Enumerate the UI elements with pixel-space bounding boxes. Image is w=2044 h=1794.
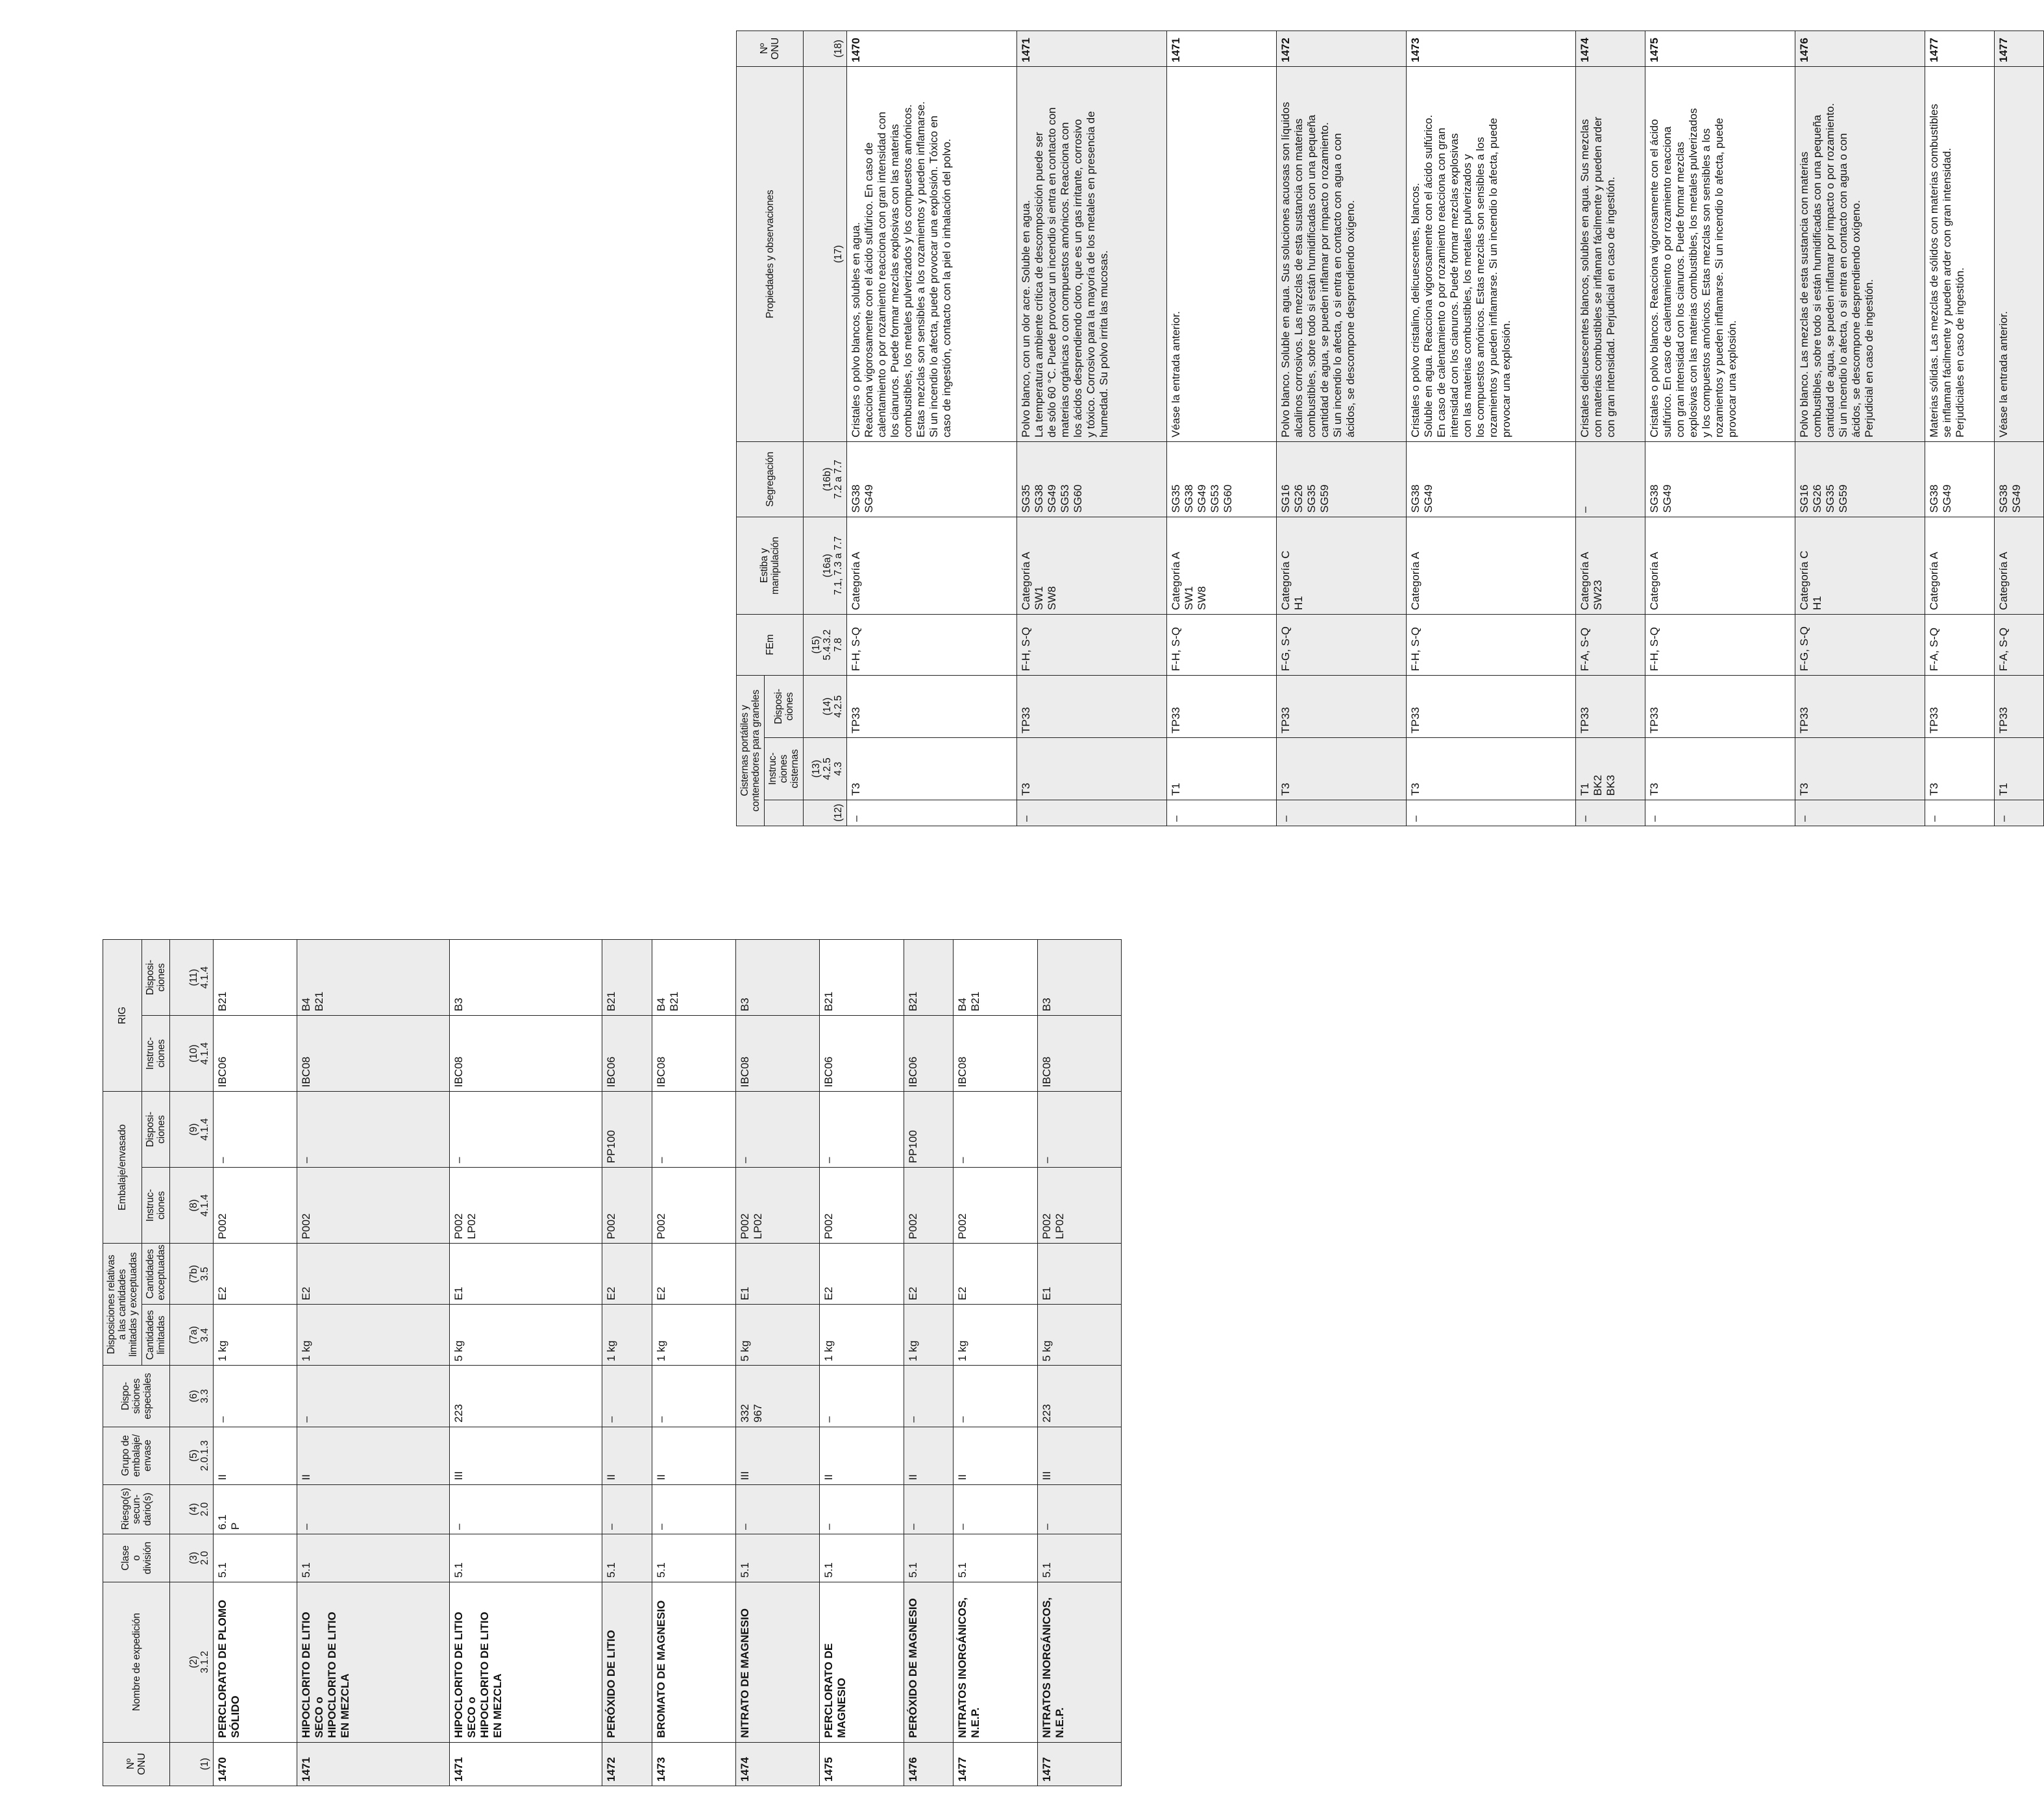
un-cell: 1472 (602, 1742, 652, 1786)
ibc-provision-cell: B4 B21 (954, 940, 1037, 1016)
packing-provision-cell: – (954, 1092, 1037, 1168)
packing-instruction-cell: P002 (904, 1168, 954, 1244)
shipping-name: NITRATO DE MAGNESIO (736, 1582, 820, 1742)
header-limited-quantities: Cantidades limitadas (142, 1305, 170, 1366)
table-row (1795, 31, 1925, 826)
dangerous-goods-table-left (103, 939, 1122, 1786)
packing-group-cell: II (954, 1427, 1037, 1484)
ibc-provision-cell: B21 (820, 940, 904, 1016)
table-row (954, 940, 1037, 1786)
ibc-provision-cell: B3 (736, 940, 820, 1016)
limited-quantity-cell: 1 kg (954, 1305, 1037, 1366)
excepted-quantity-cell: E1 (1037, 1244, 1121, 1305)
segregation-cell: SG35 SG38 SG49 SG53 SG60 (1166, 441, 1276, 517)
shipping-name: BROMATO DE MAGNESIO (652, 1582, 735, 1742)
un-cell-right: 1476 (1795, 31, 1925, 66)
dg-table-b (736, 31, 2044, 826)
class-cell: 5.1 (652, 1534, 735, 1582)
special-provisions-cell: – (214, 1366, 297, 1427)
colnum-14: (14) 4.2.5 (804, 675, 847, 737)
special-provisions-cell: 223 (1037, 1366, 1121, 1427)
properties-cell: Cristales o polvo cristalino, delicuescentes, blancos. Soluble en agua. Reacciona vigorosamente con el ácido sulfúrico. En caso de calentamiento o por rozamiento reacciona con gran intensidad con los cianuros. Puede formar mezclas explosivas con las materias combustibles, los metales pulverizados y los compuestos amónicos. Estas mezclas son sensibles a los rozamientos y pueden inflamarse. Si un incendio lo afecta, puede provocar una explosión. (1406, 66, 1576, 441)
header-properties: Propiedades y observaciones (737, 66, 804, 441)
properties-cell: Cristales delicuescentes blancos, solubles en agua. Sus mezclas con materias combustibles se inflaman fácilmente y pueden arder con gran intensidad. Perjudicial en caso de ingestión. (1576, 66, 1645, 441)
colnum-12: (12) (804, 800, 847, 826)
shipping-name: PERCLORATO DE MAGNESIO (820, 1582, 904, 1742)
properties-cell: Polvo blanco. Las mezclas de esta sustancia con materias combustibles, sobre todo si están humidificadas con una pequeña cantidad de agua, se pueden inflamar por impacto o por rozamiento. Si un incendio lo afecta, o si entra en contacto con agua o con ácidos, se descompone desprendiendo oxígeno. Perjudicial en caso de ingestión. (1795, 66, 1925, 441)
class-cell: 5.1 (214, 1534, 297, 1582)
subsidiary-risk-cell: – (954, 1484, 1037, 1534)
special-provisions-cell: 223 (450, 1366, 602, 1427)
tank-provision-cell: TP33 (1016, 675, 1166, 737)
header-segregation: Segregación (737, 441, 804, 517)
un-cell: 1470 (214, 1742, 297, 1786)
special-provisions-cell: – (652, 1366, 735, 1427)
limited-quantity-cell: 1 kg (214, 1305, 297, 1366)
properties-cell: Polvo blanco, con un olor acre. Soluble en agua. La temperatura ambiente crítica de descomposición puede ser de sólo 60 °C. Puede provocar un incendio si entra en contacto con materias orgánicas o con compuestos amónicos. Reacciona con los ácidos desprendiendo cloro, que es un gas irritante, corrosivo y tóxico. Corrosivo para la mayoría de los metales en presencia de humedad. Su polvo irrita las mucosas. (1016, 66, 1166, 441)
table-row (1166, 31, 1276, 826)
stowage-cell: Categoría C H1 (1276, 517, 1406, 614)
colnum-7b: (7b) 3.5 (170, 1244, 214, 1305)
table-row (1276, 31, 1406, 826)
col12-cell: – (1576, 800, 1645, 826)
table-row (820, 940, 904, 1786)
col12-cell: – (1276, 800, 1406, 826)
col12-cell: – (1795, 800, 1925, 826)
tank-instruction-cell: T3 (1406, 738, 1576, 800)
packing-provision-cell: – (820, 1092, 904, 1168)
header-tank-instructions: Instruc- ciones cisternas (765, 738, 804, 800)
table-row (1645, 31, 1795, 826)
limited-quantity-cell: 1 kg (904, 1305, 954, 1366)
packing-group-cell: II (652, 1427, 735, 1484)
ibc-instruction-cell: IBC08 (954, 1016, 1037, 1092)
packing-instruction-cell: P002 (297, 1168, 450, 1244)
properties-cell: Materias sólidas. Las mezclas de sólidos con materias combustibles se inflaman fácilmente y pueden arder con gran intensidad. Perjudiciales en caso de ingestión. (1925, 66, 1995, 441)
packing-instruction-cell: P002 LP02 (1037, 1168, 1121, 1244)
subsidiary-risk-cell: – (1037, 1484, 1121, 1534)
tank-instruction-cell: T3 (1795, 738, 1925, 800)
table-row (736, 940, 820, 1786)
subsidiary-risk-cell: – (652, 1484, 735, 1534)
subsidiary-risk-cell: – (450, 1484, 602, 1534)
header-col12-blank (765, 800, 804, 826)
shipping-name: PERÓXIDO DE MAGNESIO (904, 1582, 954, 1742)
segregation-cell: SG16 SG26 SG35 SG59 (1276, 441, 1406, 517)
properties-cell: Polvo blanco. Soluble en agua. Sus soluciones acuosas son líquidos alcalinos corrosivos. Las mezclas de esta sustancia con materias combustibles, sobre todo si están humidificadas con una pequeña cantidad de agua, se pueden inflamar por impacto o rozamiento. Si un incendio lo afecta, o si entra en contacto con agua o con ácidos, se descompone desprendiendo oxígeno. (1276, 66, 1406, 441)
properties-cell: Véase la entrada anterior. (1166, 66, 1276, 441)
tank-provision-cell: TP33 (1276, 675, 1406, 737)
packing-provision-cell: – (214, 1092, 297, 1168)
un-cell: 1477 (1037, 1742, 1121, 1786)
class-cell: 5.1 (1037, 1534, 1121, 1582)
subsidiary-risk-cell: – (736, 1484, 820, 1534)
dangerous-goods-table-right (736, 31, 2044, 826)
tank-instruction-cell: T1 (1166, 738, 1276, 800)
header-un-number: Nº ONU (103, 1742, 170, 1786)
colnum-4: (4) 2.0 (170, 1484, 214, 1534)
stowage-cell: Categoría A (1994, 517, 2043, 614)
excepted-quantity-cell: E1 (736, 1244, 820, 1305)
special-provisions-cell: – (602, 1366, 652, 1427)
segregation-cell: SG35 SG38 SG49 SG53 SG60 (1016, 441, 1166, 517)
header-portable-tanks: Cisternas portátiles y contenedores para graneles (737, 675, 765, 826)
stowage-cell: Categoría A (1406, 517, 1576, 614)
header-class: Clase o división (103, 1534, 170, 1582)
un-cell-right: 1475 (1645, 31, 1795, 66)
ibc-provision-cell: B21 (214, 940, 297, 1016)
special-provisions-cell: – (297, 1366, 450, 1427)
special-provisions-cell: 332 967 (736, 1366, 820, 1427)
packing-group-cell: II (904, 1427, 954, 1484)
tank-instruction-cell: T3 (1016, 738, 1166, 800)
header-ems: FEm (737, 614, 804, 675)
properties-cell: Cristales o polvo blancos, solubles en agua. Reacciona vigorosamente con el ácido sulfúrico. En caso de calentamiento o por rozamiento reacciona con gran intensidad con los cianuros. Puede formar mezclas explosivas con las materias combustibles, los metales pulverizados y los compuestos amónicos. Estas mezclas son sensibles a los rozamientos y pueden inflamarse. Si un incendio lo afecta, puede provocar una explosión. Tóxico en caso de ingestión, contacto con la piel o inhalación del polvo. (847, 66, 1017, 441)
class-cell: 5.1 (904, 1534, 954, 1582)
ibc-instruction-cell: IBC08 (1037, 1016, 1121, 1092)
packing-provision-cell: – (1037, 1092, 1121, 1168)
ibc-instruction-cell: IBC06 (214, 1016, 297, 1092)
colnum-16a: (16a) 7.1, 7.3 a 7.7 (804, 517, 847, 614)
header-packing-group: Grupo de embalaje/ envase (103, 1427, 170, 1484)
subsidiary-risk-cell: – (297, 1484, 450, 1534)
colnum-8: (8) 4.1.4 (170, 1168, 214, 1244)
ems-cell: F-G, S-Q (1795, 614, 1925, 675)
packing-group-cell: III (1037, 1427, 1121, 1484)
packing-group-cell: III (450, 1427, 602, 1484)
excepted-quantity-cell: E2 (602, 1244, 652, 1305)
packing-group-cell: II (602, 1427, 652, 1484)
ems-cell: F-H, S-Q (1016, 614, 1166, 675)
excepted-quantity-cell: E2 (214, 1244, 297, 1305)
stowage-cell: Categoría A SW23 (1576, 517, 1645, 614)
header-packing-instructions: Instruc- ciones (142, 1168, 170, 1244)
table-row (904, 940, 954, 1786)
colnum-1: (1) (170, 1742, 214, 1786)
packing-group-cell: III (736, 1427, 820, 1484)
ibc-instruction-cell: IBC06 (820, 1016, 904, 1092)
tank-instruction-cell: T1 BK2 BK3 (1576, 738, 1645, 800)
excepted-quantity-cell: E1 (450, 1244, 602, 1305)
colnum-7a: (7a) 3.4 (170, 1305, 214, 1366)
excepted-quantity-cell: E2 (954, 1244, 1037, 1305)
ems-cell: F-H, S-Q (1645, 614, 1795, 675)
excepted-quantity-cell: E2 (904, 1244, 954, 1305)
colnum-15: (15) 5.4.3.2 7.8 (804, 614, 847, 675)
tank-provision-cell: TP33 (1645, 675, 1795, 737)
colnum-3: (3) 2.0 (170, 1534, 214, 1582)
un-cell-right: 1477 (1994, 31, 2043, 66)
properties-cell: Véase la entrada anterior. (1994, 66, 2043, 441)
colnum-17: (17) (804, 66, 847, 441)
header-un-number-right: Nº ONU (737, 31, 804, 66)
special-provisions-cell: – (954, 1366, 1037, 1427)
col12-cell: – (1406, 800, 1576, 826)
class-cell: 5.1 (820, 1534, 904, 1582)
ibc-instruction-cell: IBC06 (602, 1016, 652, 1092)
limited-quantity-cell: 1 kg (297, 1305, 450, 1366)
packing-provision-cell: – (297, 1092, 450, 1168)
un-cell-right: 1471 (1016, 31, 1166, 66)
class-cell: 5.1 (297, 1534, 450, 1582)
subsidiary-risk-cell: – (602, 1484, 652, 1534)
col12-cell: – (1016, 800, 1166, 826)
colnum-11: (11) 4.1.4 (170, 940, 214, 1016)
table-row (847, 31, 1017, 826)
shipping-name: NITRATOS INORGÁNICOS, N.E.P. (1037, 1582, 1121, 1742)
un-cell-right: 1477 (1925, 31, 1995, 66)
limited-quantity-cell: 1 kg (652, 1305, 735, 1366)
un-cell: 1476 (904, 1742, 954, 1786)
header-tank-provisions: Disposi- ciones (765, 675, 804, 737)
colnum-2: (2) 3.1.2 (170, 1582, 214, 1742)
col12-cell: – (1925, 800, 1995, 826)
ems-cell: F-H, S-Q (847, 614, 1017, 675)
stowage-cell: Categoría A (1925, 517, 1995, 614)
header-shipping-name: Nombre de expedición (103, 1582, 170, 1742)
colnum-5: (5) 2.0.1.3 (170, 1427, 214, 1484)
ibc-provision-cell: B21 (602, 940, 652, 1016)
shipping-name: HIPOCLORITO DE LITIO SECO o HIPOCLORITO DE LITIO EN MEZCLA (450, 1582, 602, 1742)
table-row (1037, 940, 1121, 1786)
header-ibc: RIG (103, 940, 142, 1092)
packing-instruction-cell: P002 (214, 1168, 297, 1244)
table-row (297, 940, 450, 1786)
un-cell-right: 1471 (1166, 31, 1276, 66)
tank-instruction-cell: T3 (1925, 738, 1995, 800)
segregation-cell: SG38 SG49 (1645, 441, 1795, 517)
table-row (1016, 31, 1166, 826)
ibc-instruction-cell: IBC08 (297, 1016, 450, 1092)
table-row (450, 940, 602, 1786)
dg-table-a (103, 939, 1122, 1786)
tank-provision-cell: TP33 (1795, 675, 1925, 737)
un-cell: 1473 (652, 1742, 735, 1786)
subsidiary-risk-cell: – (820, 1484, 904, 1534)
packing-instruction-cell: P002 LP02 (736, 1168, 820, 1244)
packing-instruction-cell: P002 (652, 1168, 735, 1244)
shipping-name: PERÓXIDO DE LITIO (602, 1582, 652, 1742)
class-cell: 5.1 (602, 1534, 652, 1582)
packing-instruction-cell: P002 (602, 1168, 652, 1244)
colnum-10: (10) 4.1.4 (170, 1016, 214, 1092)
excepted-quantity-cell: E2 (297, 1244, 450, 1305)
colnum-16b: (16b) 7.2 a 7.7 (804, 441, 847, 517)
table-row (1576, 31, 1645, 826)
table-row (1925, 31, 1995, 826)
ibc-provision-cell: B4 B21 (297, 940, 450, 1016)
tank-instruction-cell: T3 (1276, 738, 1406, 800)
packing-group-cell: II (214, 1427, 297, 1484)
colnum-9: (9) 4.1.4 (170, 1092, 214, 1168)
col12-cell: – (1994, 800, 2043, 826)
colnum-6: (6) 3.3 (170, 1366, 214, 1427)
segregation-cell: SG38 SG49 (1925, 441, 1995, 517)
packing-instruction-cell: P002 (954, 1168, 1037, 1244)
class-cell: 5.1 (736, 1534, 820, 1582)
properties-cell: Cristales o polvo blancos. Reacciona vigorosamente con el ácido sulfúrico. En caso de calentamiento o por rozamiento reacciona con gran intensidad con los cianuros. Puede formar mezclas explosivas con las materias combustibles, los metales pulverizados y los compuestos amónicos. Estas mezclas son sensibles a los rozamientos y pueden inflamarse. Si un incendio lo afecta, puede provocar una explosión. (1645, 66, 1795, 441)
ibc-instruction-cell: IBC08 (652, 1016, 735, 1092)
colnum-13: (13) 4.2.5 4.3 (804, 738, 847, 800)
un-cell: 1474 (736, 1742, 820, 1786)
limited-quantity-cell: 5 kg (736, 1305, 820, 1366)
packing-provision-cell: – (450, 1092, 602, 1168)
header-stowage: Estiba y manipulación (737, 517, 804, 614)
table-row (1994, 31, 2043, 826)
excepted-quantity-cell: E2 (652, 1244, 735, 1305)
un-cell-right: 1470 (847, 31, 1017, 66)
col12-cell: – (1645, 800, 1795, 826)
header-packing-provisions: Disposi- ciones (142, 1092, 170, 1168)
tank-provision-cell: TP33 (1166, 675, 1276, 737)
segregation-cell: – (1576, 441, 1645, 517)
class-cell: 5.1 (450, 1534, 602, 1582)
ibc-instruction-cell: IBC08 (736, 1016, 820, 1092)
un-cell: 1471 (297, 1742, 450, 1786)
ems-cell: F-G, S-Q (1276, 614, 1406, 675)
limited-quantity-cell: 5 kg (1037, 1305, 1121, 1366)
header-ibc-instructions: Instruc- ciones (142, 1016, 170, 1092)
header-subsidiary-risk: Riesgo(s) secun- dario(s) (103, 1484, 170, 1534)
colnum-18: (18) (804, 31, 847, 66)
un-cell-right: 1474 (1576, 31, 1645, 66)
excepted-quantity-cell: E2 (820, 1244, 904, 1305)
ibc-provision-cell: B3 (450, 940, 602, 1016)
tank-instruction-cell: T3 (847, 738, 1017, 800)
table-row (1406, 31, 1576, 826)
special-provisions-cell: – (904, 1366, 954, 1427)
tank-provision-cell: TP33 (847, 675, 1017, 737)
un-cell: 1475 (820, 1742, 904, 1786)
tank-instruction-cell: T1 (1994, 738, 2043, 800)
ibc-instruction-cell: IBC06 (904, 1016, 954, 1092)
header-ibc-provisions: Disposi- ciones (142, 940, 170, 1016)
limited-quantity-cell: 5 kg (450, 1305, 602, 1366)
stowage-cell: Categoría A SW1 SW8 (1016, 517, 1166, 614)
segregation-cell: SG38 SG49 (847, 441, 1017, 517)
packing-group-cell: II (297, 1427, 450, 1484)
packing-instruction-cell: P002 (820, 1168, 904, 1244)
ems-cell: F-H, S-Q (1406, 614, 1576, 675)
header-limited-excepted: Disposiciones relativas a las cantidades limitadas y exceptuadas (103, 1244, 142, 1366)
tank-provision-cell: TP33 (1994, 675, 2043, 737)
packing-provision-cell: – (736, 1092, 820, 1168)
packing-group-cell: II (820, 1427, 904, 1484)
un-cell: 1477 (954, 1742, 1037, 1786)
ems-cell: F-H, S-Q (1166, 614, 1276, 675)
packing-instruction-cell: P002 LP02 (450, 1168, 602, 1244)
limited-quantity-cell: 1 kg (820, 1305, 904, 1366)
packing-provision-cell: PP100 (602, 1092, 652, 1168)
tank-provision-cell: TP33 (1576, 675, 1645, 737)
special-provisions-cell: – (820, 1366, 904, 1427)
ibc-provision-cell: B3 (1037, 940, 1121, 1016)
ems-cell: F-A, S-Q (1994, 614, 2043, 675)
table-row (602, 940, 652, 1786)
ibc-provision-cell: B4 B21 (652, 940, 735, 1016)
tank-provision-cell: TP33 (1406, 675, 1576, 737)
col12-cell: – (1166, 800, 1276, 826)
shipping-name: NITRATOS INORGÁNICOS, N.E.P. (954, 1582, 1037, 1742)
shipping-name: PERCLORATO DE PLOMO SÓLIDO (214, 1582, 297, 1742)
packing-provision-cell: PP100 (904, 1092, 954, 1168)
packing-provision-cell: – (652, 1092, 735, 1168)
header-special-provisions: Dispo- siciones especiales (103, 1366, 170, 1427)
header-packing: Embalaje/envasado (103, 1092, 142, 1244)
un-cell-right: 1473 (1406, 31, 1576, 66)
segregation-cell: SG38 SG49 (1406, 441, 1576, 517)
subsidiary-risk-cell: 6.1 P (214, 1484, 297, 1534)
stowage-cell: Categoría A SW1 SW8 (1166, 517, 1276, 614)
ibc-instruction-cell: IBC08 (450, 1016, 602, 1092)
segregation-cell: SG16 SG26 SG35 SG59 (1795, 441, 1925, 517)
un-cell: 1471 (450, 1742, 602, 1786)
class-cell: 5.1 (954, 1534, 1037, 1582)
header-excepted-quantities: Cantidades exceptuadas (142, 1244, 170, 1305)
tank-provision-cell: TP33 (1925, 675, 1995, 737)
un-cell-right: 1472 (1276, 31, 1406, 66)
stowage-cell: Categoría A (847, 517, 1017, 614)
shipping-name: HIPOCLORITO DE LITIO SECO o HIPOCLORITO DE LITIO EN MEZCLA (297, 1582, 450, 1742)
limited-quantity-cell: 1 kg (602, 1305, 652, 1366)
ems-cell: F-A, S-Q (1925, 614, 1995, 675)
col12-cell: – (847, 800, 1017, 826)
stowage-cell: Categoría A (1645, 517, 1795, 614)
ems-cell: F-A, S-Q (1576, 614, 1645, 675)
table-row (652, 940, 735, 1786)
segregation-cell: SG38 SG49 (1994, 441, 2043, 517)
tank-instruction-cell: T3 (1645, 738, 1795, 800)
stowage-cell: Categoría C H1 (1795, 517, 1925, 614)
table-row (214, 940, 297, 1786)
subsidiary-risk-cell: – (904, 1484, 954, 1534)
ibc-provision-cell: B21 (904, 940, 954, 1016)
